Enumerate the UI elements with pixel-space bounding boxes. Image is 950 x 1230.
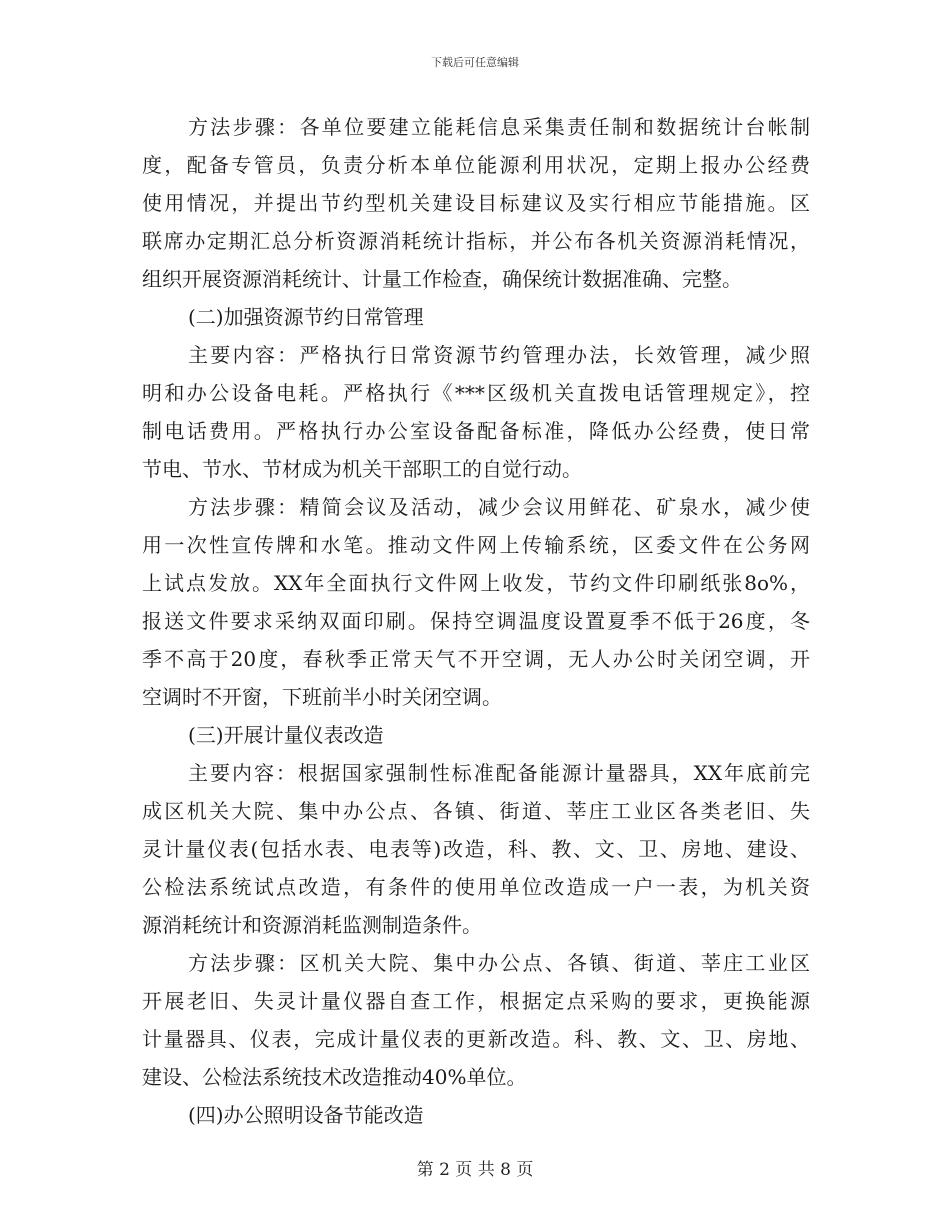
- paragraph-line: 使用情况，并提出节约型机关建设目标建议及实行相应节能措施。区: [142, 191, 810, 215]
- page-header: 下载后可任意编辑: [431, 56, 519, 69]
- paragraph-line: 度，配备专管员，负责分析本单位能源利用状况，定期上报办公经费: [142, 153, 810, 177]
- page-number: 第 2 页 共 8 页: [416, 1160, 534, 1180]
- paragraph-line: 方法步骤：精简会议及活动，减少会议用鲜花、矿泉水，减少使: [188, 495, 810, 519]
- section-heading: (三)开展计量仪表改造: [188, 723, 384, 747]
- document-body: [142, 108, 810, 1134]
- paragraph-line: 建设、公检法系统技术改造推动40%单位。: [142, 1065, 527, 1089]
- paragraph-line: 季不高于20度，春秋季正常天气不开空调，无人办公时关闭空调，开: [142, 647, 810, 671]
- paragraph-line: 方法步骤：区机关大院、集中办公点、各镇、街道、莘庄工业区: [188, 951, 810, 975]
- paragraph-line: 节电、节水、节材成为机关干部职工的自觉行动。: [142, 457, 582, 481]
- paragraph-line: 组织开展资源消耗统计、计量工作检查，确保统计数据准确、完整。: [142, 267, 742, 291]
- paragraph-line: 源消耗统计和资源消耗监测制造条件。: [142, 913, 482, 937]
- paragraph-line: 明和办公设备电耗。严格执行《***区级机关直拨电话管理规定》，控: [142, 381, 810, 405]
- paragraph-line: 联席办定期汇总分析资源消耗统计指标，并公布各机关资源消耗情况，: [142, 229, 810, 253]
- paragraph-line: 计量器具、仪表，完成计量仪表的更新改造。科、教、文、卫、房地、: [142, 1027, 810, 1051]
- paragraph-line: 成区机关大院、集中办公点、各镇、街道、莘庄工业区各类老旧、失: [142, 799, 810, 823]
- paragraph-line: 开展老旧、失灵计量仪器自查工作，根据定点采购的要求，更换能源: [142, 989, 810, 1013]
- paragraph-line: 报送文件要求采纳双面印刷。保持空调温度设置夏季不低于26度，冬: [142, 609, 810, 633]
- paragraph-line: 主要内容：根据国家强制性标准配备能源计量器具，XX年底前完: [188, 761, 810, 785]
- paragraph-line: 用一次性宣传牌和水笔。推动文件网上传输系统，区委文件在公务网: [142, 533, 810, 557]
- section-heading: (四)办公照明设备节能改造: [188, 1103, 424, 1127]
- paragraph-line: 上试点发放。XX年全面执行文件网上收发，节约文件印刷纸张8o%，: [142, 571, 810, 595]
- paragraph-line: 方法步骤：各单位要建立能耗信息采集责任制和数据统计台帐制: [188, 115, 810, 139]
- paragraph-line: 制电话费用。严格执行办公室设备配备标准，降低办公经费，使日常: [142, 419, 810, 443]
- paragraph-line: 公检法系统试点改造，有条件的使用单位改造成一户一表，为机关资: [142, 875, 810, 899]
- section-heading: (二)加强资源节约日常管理: [188, 305, 424, 329]
- paragraph-line: 主要内容：严格执行日常资源节约管理办法，长效管理，减少照: [188, 343, 810, 367]
- paragraph-line: 空调时不开窗，下班前半小时关闭空调。: [142, 685, 502, 709]
- paragraph-line: 灵计量仪表(包括水表、电表等)改造，科、教、文、卫、房地、建设、: [142, 837, 810, 861]
